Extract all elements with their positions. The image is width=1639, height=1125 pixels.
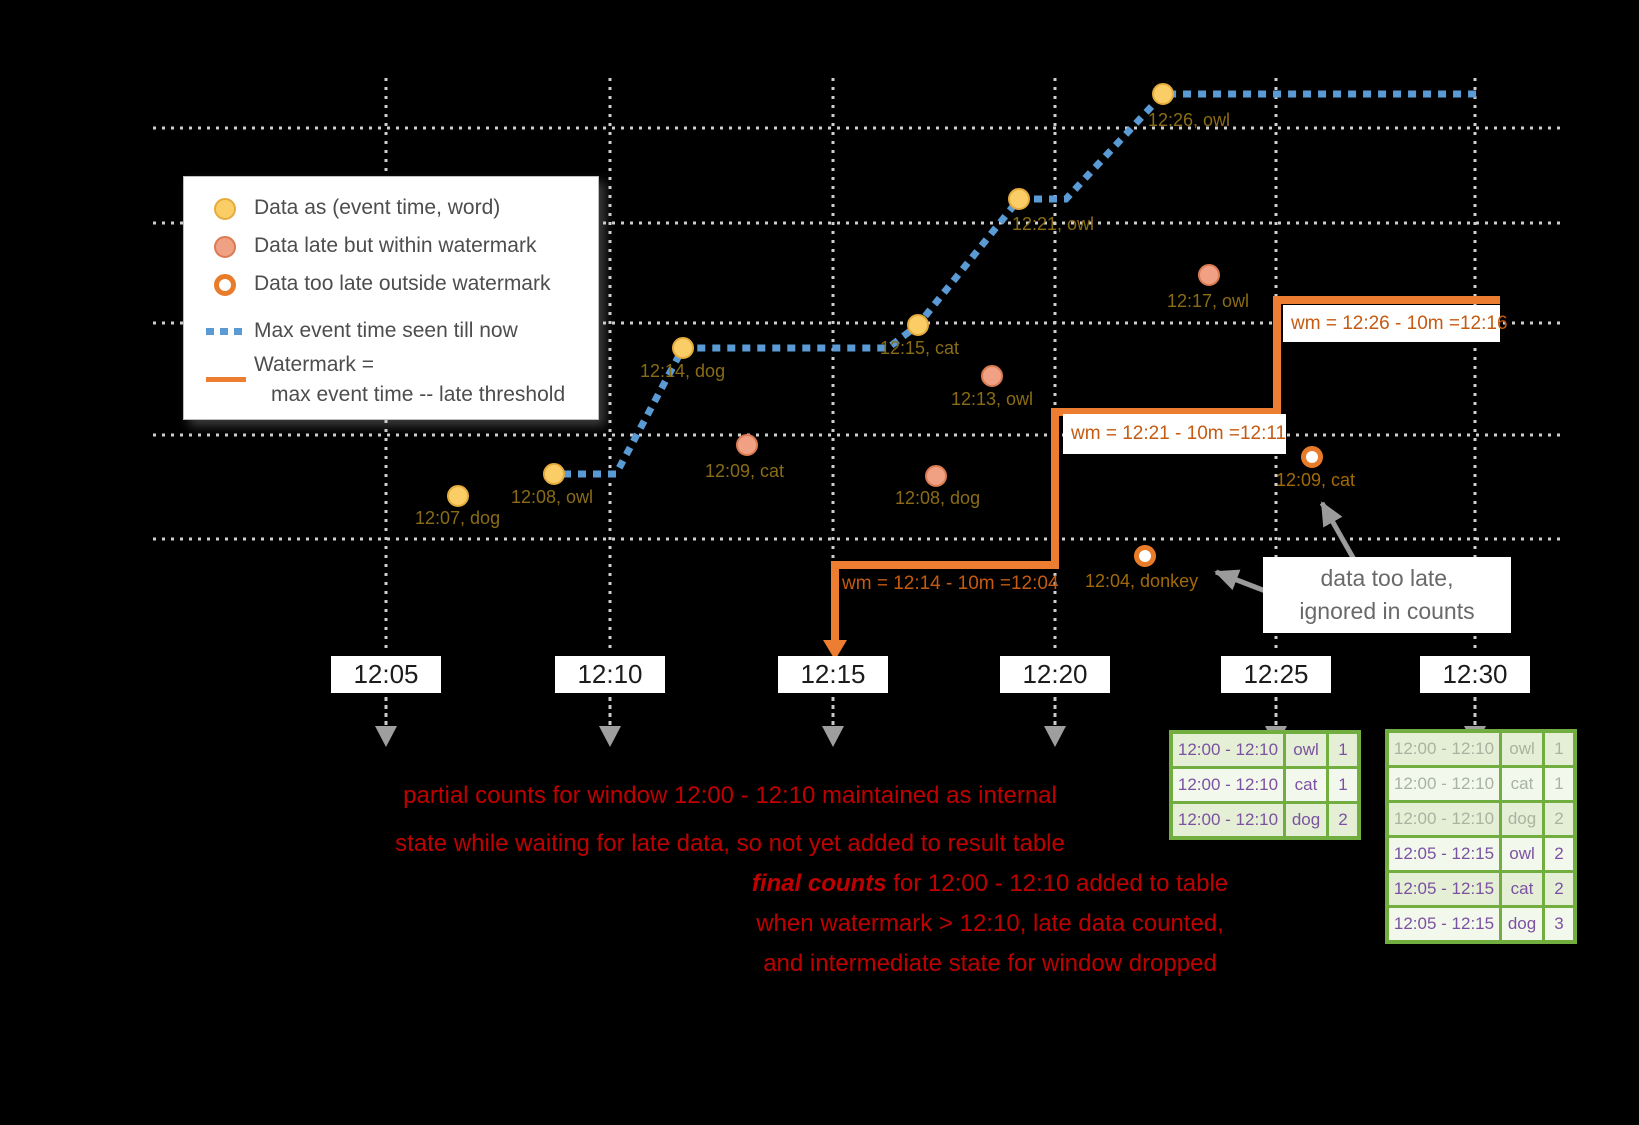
data-point-label: 12:26, owl (1148, 110, 1231, 130)
table-row (1387, 767, 1575, 802)
table-cell: 2 (1328, 803, 1360, 839)
data-point-label: 12:08, owl (511, 487, 594, 507)
table-cell: dog (1501, 907, 1544, 943)
data-point-late (925, 465, 947, 487)
table-cell: owl (1285, 732, 1328, 768)
table-cell: dog (1501, 802, 1544, 837)
table-cell: cat (1501, 872, 1544, 907)
data-point-late (1198, 264, 1220, 286)
legend-label-too-late: Data too late outside watermark (254, 272, 551, 295)
max-event-time-line (548, 94, 1478, 474)
annotation-final-line2: when watermark > 12:10, late data counted, (756, 910, 1224, 937)
table-row (1171, 803, 1359, 839)
data-point-on-time (1008, 188, 1030, 210)
table-cell: 2 (1544, 872, 1576, 907)
table-cell: owl (1501, 837, 1544, 872)
data-point-label: 12:13, owl (951, 389, 1034, 409)
axis-tick-label: 12:10 (555, 656, 665, 693)
tick-arrow-icon (599, 726, 621, 747)
table-row (1387, 837, 1575, 872)
annotation-partial-line1: partial counts for window 12:00 - 12:10 maintained as internal (403, 782, 1057, 809)
table-cell: dog (1285, 803, 1328, 839)
watermark-label: wm = 12:21 - 10m =12:11 (1063, 414, 1286, 454)
annotation-final-counts (690, 864, 1290, 984)
legend-on-time-dot-icon (214, 198, 236, 220)
annotation-final-line3: and intermediate state for window dropped (763, 950, 1217, 977)
watermark-label: wm = 12:14 - 10m =12:04 (842, 573, 1059, 594)
table-cell: 12:05 - 12:15 (1387, 907, 1501, 943)
table-row (1387, 872, 1575, 907)
axis-tick-label: 12:25 (1221, 656, 1331, 693)
table-cell: 12:00 - 12:10 (1171, 768, 1285, 803)
legend-label-max-event: Max event time seen till now (254, 319, 518, 342)
too-late-note-line1: data too late, (1320, 565, 1454, 591)
table-row (1387, 907, 1575, 943)
table-cell: 3 (1544, 907, 1576, 943)
axis-tick-label: 12:20 (1000, 656, 1110, 693)
table-cell: 1 (1328, 768, 1360, 803)
result-table-1 (1169, 730, 1361, 840)
table-cell: 1 (1328, 732, 1360, 768)
data-point-late (736, 434, 758, 456)
table-cell: cat (1285, 768, 1328, 803)
legend-label-on-time: Data as (event time, word) (254, 196, 501, 219)
data-point-on-time (672, 337, 694, 359)
table-row (1171, 732, 1359, 768)
data-point-on-time (1152, 83, 1174, 105)
table-cell: owl (1501, 731, 1544, 767)
table-row (1171, 768, 1359, 803)
data-point-label: 12:08, dog (895, 488, 981, 508)
data-point-label: 12:07, dog (415, 508, 501, 528)
data-point-label: 12:17, owl (1167, 291, 1250, 311)
legend-label-watermark-formula: max event time -- late threshold (271, 383, 566, 406)
table-cell: 12:05 - 12:15 (1387, 837, 1501, 872)
table-cell: 12:00 - 12:10 (1387, 802, 1501, 837)
data-point-on-time (447, 485, 469, 507)
annotation-final-emph: final counts (751, 870, 887, 897)
table-cell: 12:00 - 12:10 (1171, 732, 1285, 768)
table-cell: cat (1501, 767, 1544, 802)
annotation-partial-counts (330, 772, 1130, 868)
too-late-note-box (1263, 557, 1511, 633)
data-point-label: 12:14, dog (640, 361, 726, 381)
tick-arrow-icon (375, 726, 397, 747)
data-point-on-time (907, 314, 929, 336)
table-row (1387, 731, 1575, 767)
legend-late-dot-icon (214, 236, 236, 258)
annotation-final-line1 (690, 864, 1290, 904)
table-cell: 1 (1544, 767, 1576, 802)
table-row (1387, 802, 1575, 837)
note-arrow-icon (1216, 572, 1268, 592)
tick-arrow-icon (822, 726, 844, 747)
axis-tick-label: 12:05 (331, 656, 441, 693)
table-cell: 12:00 - 12:10 (1387, 731, 1501, 767)
axis-tick-label: 12:15 (778, 656, 888, 693)
result-table-2 (1385, 729, 1577, 944)
axis-tick-label: 12:30 (1420, 656, 1530, 693)
data-point-label: 12:04, donkey (1085, 571, 1199, 591)
data-point-late (981, 365, 1003, 387)
annotation-partial-line2: state while waiting for late data, so not yet added to result table (395, 830, 1065, 857)
table-cell: 12:00 - 12:10 (1171, 803, 1285, 839)
legend-watermark-line-icon (206, 377, 246, 382)
data-point-on-time (543, 463, 565, 485)
annotation-final-line1-rest: for 12:00 - 12:10 added to table (886, 870, 1229, 897)
legend-max-event-line-icon (206, 328, 246, 335)
data-point-label: 12:21, owl (1012, 214, 1095, 234)
data-point-too-late (1134, 545, 1156, 567)
table-cell: 12:00 - 12:10 (1387, 767, 1501, 802)
table-cell: 1 (1544, 731, 1576, 767)
legend (183, 176, 599, 420)
data-point-label: 12:09, cat (705, 461, 785, 481)
data-point-label: 12:09, cat (1276, 470, 1356, 490)
legend-too-late-ring-icon (214, 274, 236, 296)
watermark-label: wm = 12:26 - 10m =12:16 (1283, 305, 1500, 342)
table-cell: 2 (1544, 837, 1576, 872)
too-late-note-line2: ignored in counts (1299, 598, 1475, 624)
data-point-label: 12:15, cat (880, 338, 960, 358)
tick-arrow-icon (1044, 726, 1066, 747)
table-cell: 2 (1544, 802, 1576, 837)
legend-label-late: Data late but within watermark (254, 234, 537, 257)
legend-label-watermark: Watermark = (254, 353, 374, 376)
data-point-too-late (1301, 446, 1323, 468)
table-cell: 12:05 - 12:15 (1387, 872, 1501, 907)
